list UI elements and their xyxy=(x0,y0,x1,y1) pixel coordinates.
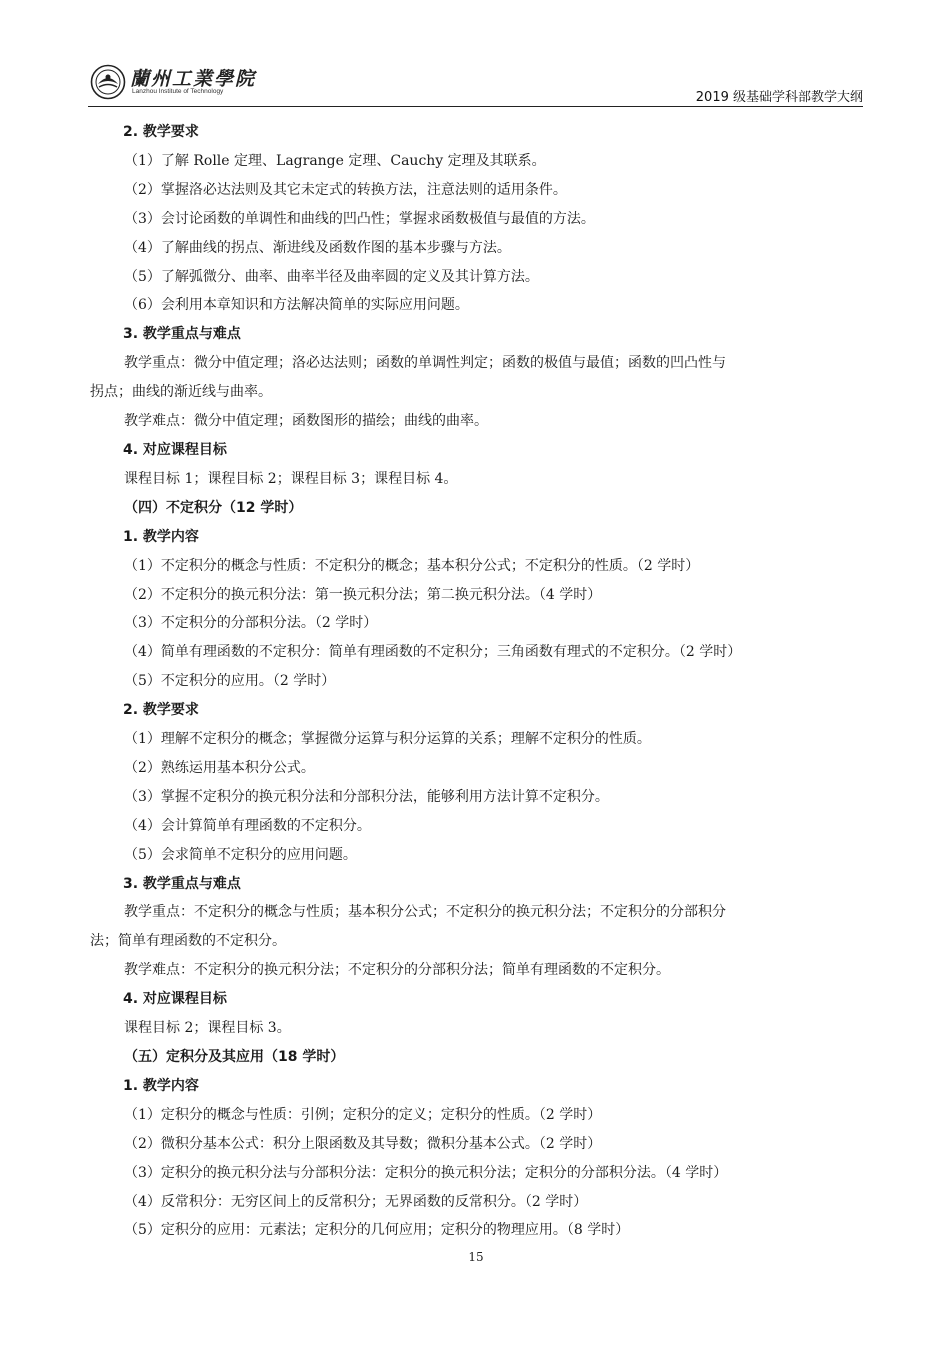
list-item: （3）会讨论函数的单调性和曲线的凹凸性；掌握求函数极值与最值的方法。 xyxy=(124,210,595,227)
document-title: 2019 级基础学科部教学大纲 xyxy=(695,90,863,105)
paragraph-continuation: 法；简单有理函数的不定积分。 xyxy=(90,933,286,950)
paragraph: 课程目标 2；课程目标 3。 xyxy=(124,1020,291,1037)
list-item: （5）定积分的应用：元素法；定积分的几何应用；定积分的物理应用。（8 学时） xyxy=(124,1222,630,1239)
list-item: （1）了解 Rolle 定理、Lagrange 定理、Cauchy 定理及其联系。 xyxy=(124,152,546,169)
paragraph-continuation: 拐点；曲线的渐近线与曲率。 xyxy=(90,384,272,401)
subsection-heading: 4. 对应课程目标 xyxy=(123,441,227,458)
list-item: （5）不定积分的应用。（2 学时） xyxy=(124,673,336,690)
section-heading: （四）不定积分（12 学时） xyxy=(124,499,303,516)
list-item: （1）定积分的概念与性质：引例；定积分的定义；定积分的性质。（2 学时） xyxy=(124,1106,602,1123)
list-item: （3）不定积分的分部积分法。（2 学时） xyxy=(124,615,378,632)
list-item: （2）微积分基本公式：积分上限函数及其导数；微积分基本公式。（2 学时） xyxy=(124,1135,602,1152)
list-item: （2）掌握洛必达法则及其它未定式的转换方法，注意法则的适用条件。 xyxy=(124,181,567,198)
subsection-heading: 1. 教学内容 xyxy=(123,528,199,545)
list-item: （6）会利用本章知识和方法解决简单的实际应用问题。 xyxy=(124,297,469,314)
paragraph: 教学难点：微分中值定理；函数图形的描绘；曲线的曲率。 xyxy=(124,413,488,430)
paragraph: 教学难点：不定积分的换元积分法；不定积分的分部积分法；简单有理函数的不定积分。 xyxy=(124,962,670,979)
school-name-english: Lanzhou Institute of Technology xyxy=(132,88,224,95)
list-item: （3）定积分的换元积分法与分部积分法：定积分的换元积分法；定积分的分部积分法。（4 学时） xyxy=(124,1164,728,1181)
page-number: 15 xyxy=(468,1250,484,1264)
school-name-logo: 蘭州工業學院 xyxy=(130,68,257,90)
subsection-heading: 2. 教学要求 xyxy=(123,124,199,140)
list-item: （1）不定积分的概念与性质：不定积分的概念；基本积分公式；不定积分的性质。（2 学时） xyxy=(124,557,700,574)
list-item: （4）简单有理函数的不定积分：简单有理函数的不定积分；三角函数有理式的不定积分。（2 学时） xyxy=(124,644,742,661)
subsection-heading: 1. 教学内容 xyxy=(123,1077,199,1094)
subsection-heading: 2. 教学要求 xyxy=(123,702,199,719)
list-item: （4）会计算简单有理函数的不定积分。 xyxy=(124,817,371,834)
list-item: （5）会求简单不定积分的应用问题。 xyxy=(124,846,357,863)
list-item: （2）熟练运用基本积分公式。 xyxy=(124,759,315,776)
subsection-heading: 4. 对应课程目标 xyxy=(123,991,227,1008)
page-header xyxy=(88,62,863,107)
list-item: （3）掌握不定积分的换元积分法和分部积分法，能够利用方法计算不定积分。 xyxy=(124,788,609,805)
paragraph: 课程目标 1；课程目标 2；课程目标 3；课程目标 4。 xyxy=(124,470,458,487)
list-item: （1）理解不定积分的概念；掌握微分运算与积分运算的关系；理解不定积分的性质。 xyxy=(124,731,651,748)
school-emblem-icon xyxy=(90,64,126,100)
list-item: （4）了解曲线的拐点、渐进线及函数作图的基本步骤与方法。 xyxy=(124,239,511,256)
paragraph: 教学重点：不定积分的概念与性质；基本积分公式；不定积分的换元积分法；不定积分的分部积分 xyxy=(124,904,726,921)
paragraph: 教学重点：微分中值定理；洛必达法则；函数的单调性判定；函数的极值与最值；函数的凹凸性与 xyxy=(124,355,726,372)
document-body xyxy=(90,118,852,1245)
list-item: （5）了解弧微分、曲率、曲率半径及曲率圆的定义及其计算方法。 xyxy=(124,268,539,285)
subsection-heading: 3. 教学重点与难点 xyxy=(123,875,241,892)
section-heading: （五）定积分及其应用（18 学时） xyxy=(124,1049,345,1065)
list-item: （2）不定积分的换元积分法：第一换元积分法；第二换元积分法。（4 学时） xyxy=(124,586,602,603)
subsection-heading: 3. 教学重点与难点 xyxy=(123,326,241,343)
list-item: （4）反常积分：无穷区间上的反常积分；无界函数的反常积分。（2 学时） xyxy=(124,1193,588,1210)
